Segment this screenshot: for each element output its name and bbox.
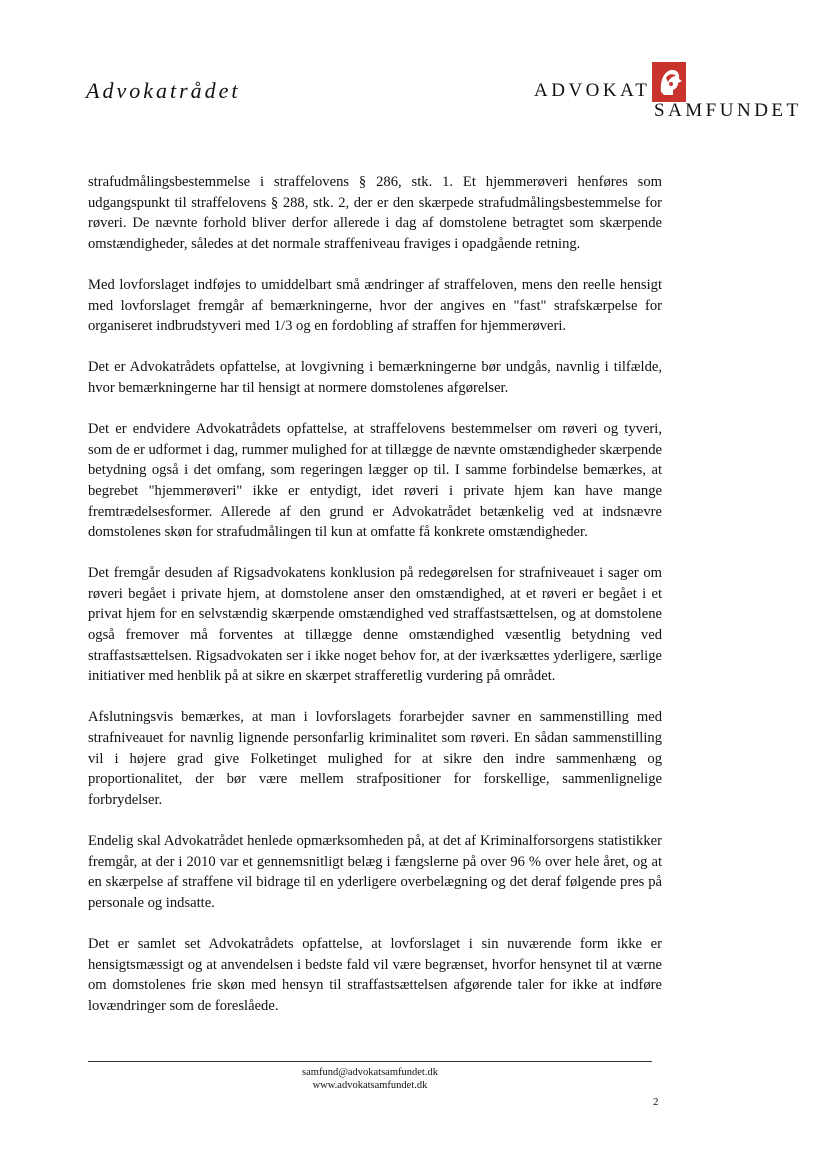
footer-divider [88, 1061, 652, 1062]
body-paragraph: Det er Advokatrådets opfattelse, at lovgivning i bemærkningerne bør undgås, navnlig i tilfælde, hvor bemærkningerne har til hensigt at normere domstolenes afgørelser. [88, 359, 662, 396]
body-paragraph: strafudmålingsbestemmelse i straffelovens § 286, stk. 1. Et hjemmerøveri henføres som udgangspunkt til straffelovens § 288, stk. 2, der er den skærpede strafudmålingsbestemmelse for røveri. De nævnte forhold bliver derfor allerede i dag af domstolene betragtet som skærpende omstændigheder, således at det normale straffeniveau fraviges i opadgående retning. [88, 174, 662, 252]
body-paragraph: Det fremgår desuden af Rigsadvokatens konklusion på redegørelsen for strafniveauet i sager om røveri begået i private hjem, at domstolene anser den omstændighed, at et røveri er begået i et privat hjem for en selvstændig skærpende omstændighed ved straffastsættelsen, og at domstolene også fremover må forventes at tillægge denne omstændighed væsentlig betydning ved straffastsættelsen. Rigsadvokaten ser i ikke noget behov for, at der iværksættes yderligere, særlige initiativer med henblik på at sikre en skærpet strafferetlig vurdering på området. [88, 565, 662, 685]
footer-website: www.advokatsamfundet.dk [312, 1080, 428, 1091]
footer-email: samfund@advokatsamfundet.dk [302, 1067, 438, 1078]
logo-text-bottom: SAMFUNDET [654, 100, 802, 121]
letter-body [88, 172, 662, 1037]
footer-contact [88, 1066, 652, 1092]
helmet-crest-icon [652, 62, 686, 102]
body-paragraph: Endelig skal Advokatrådet henlede opmærksomheden på, at det af Kriminalforsorgens statistikker fremgår, at der i 2010 var et gennemsnitligt belæg i fængslerne på over 96 % over hele året, og at en skærpelse af straffene vil bidrage til en yderligere overbelægning og det deraf følgende pres på personale og indsatte. [88, 833, 662, 911]
body-paragraph: Med lovforslaget indføjes to umiddelbart små ændringer af straffeloven, mens den reelle hensigt med lovforslaget fremgår af bemærkningerne, hvor der angives en "fast" strafskærpelse for organiseret indbrudstyveri med 1/3 og en fordobling af straffen for hjemmerøveri. [88, 276, 662, 335]
logo-text-top: ADVOKAT [534, 80, 651, 101]
body-paragraph: Afslutningsvis bemærkes, at man i lovforslagets forarbejder savner en sammenstilling med strafniveauet for navnlig lignende personfarlig kriminalitet som røveri. En sådan sammenstilling vil i højere grad give Folketinget mulighed for at sikre den indre sammenhæng og proportionalitet, der bør være mellem strafpositioner for forskellige, sammenlignelige forbrydelser. [88, 709, 662, 808]
advokatsamfundet-logo [534, 60, 804, 122]
letterhead-title: Advokatrådet [86, 78, 241, 103]
page-number: 2 [653, 1096, 659, 1108]
body-paragraph: Det er samlet set Advokatrådets opfattelse, at lovforslaget i sin nuværende form ikke er hensigtsmæssigt og at anvendelsen i bedste fald vil være begrænset, hvorfor hensynet til at værne om domstolenes frie skøn med hensyn til straffastsættelsen afgørende taler for ikke at indføre lovændringer som de foreslåede. [88, 935, 662, 1014]
body-paragraph: Det er endvidere Advokatrådets opfattelse, at straffelovens bestemmelser om røveri og tyveri, som de er udformet i dag, rummer mulighed for at tillægge de nævnte omstændigheder skærpende betydning også i det omfang, som regeringen lægger op til. I samme forbindelse bemærkes, at begrebet "hjemmerøveri" ikke er entydigt, idet røveri i private hjem kan have mange fremtrædelsesformer. Allerede af den grund er Advokatrådet betænkelig ved at indsnævre domstolenes skøn for strafudmålingen til kun at omfatte få konkrete omstændigheder. [88, 421, 662, 541]
